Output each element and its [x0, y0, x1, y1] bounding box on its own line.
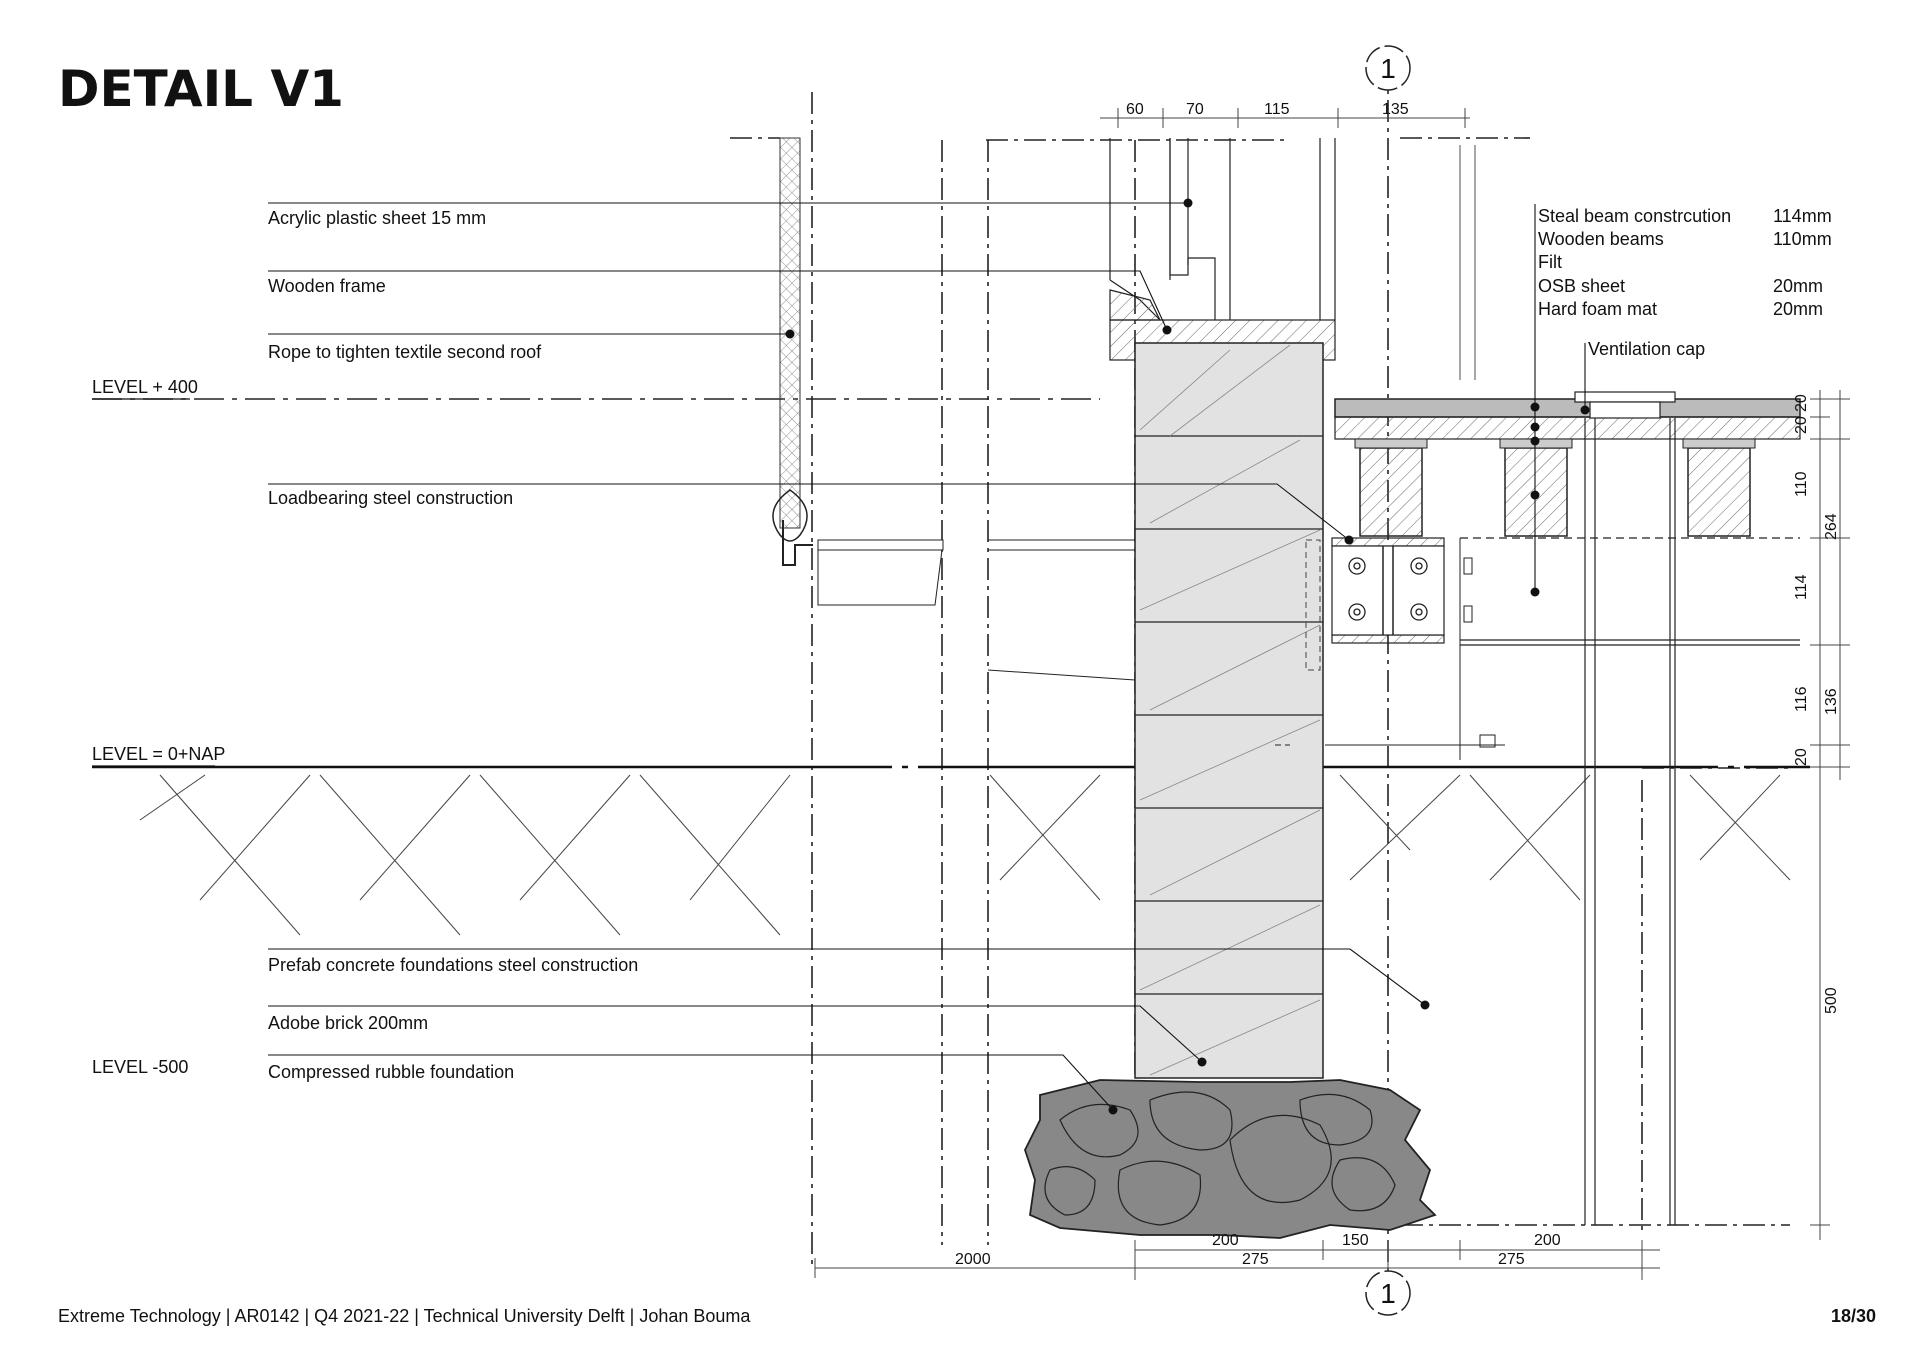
grid-marker-bottom	[1366, 1271, 1410, 1315]
label-prefab-foundations: Prefab concrete foundations steel construction	[268, 955, 639, 975]
dim-bottom1-0: 200	[1212, 1232, 1239, 1249]
window-frame	[1110, 138, 1335, 360]
level-labels	[92, 377, 225, 1077]
dim-right-7: 20	[1793, 748, 1810, 766]
label-adobe-brick: Adobe brick 200mm	[268, 1013, 429, 1033]
page-number: 18/30	[1830, 1306, 1876, 1326]
dim-right-4: 114	[1793, 574, 1810, 600]
dim-bottom1-1: 150	[1342, 1232, 1369, 1249]
dim-right-8: 500	[1823, 987, 1840, 1014]
dim-bottom1-2: 200	[1534, 1232, 1561, 1249]
dim-right-5: 116	[1793, 686, 1810, 712]
dim-right-2: 110	[1793, 471, 1810, 497]
label-wooden-frame: Wooden frame	[268, 276, 386, 296]
grid-marker-top-label: 1	[1380, 53, 1396, 84]
dim-top-2: 115	[1264, 101, 1290, 118]
label-rubble-foundation: Compressed rubble foundation	[268, 1062, 515, 1082]
footer-credits: Extreme Technology | AR0142 | Q4 2021-22 | Technical University Delft | Johan Bouma	[58, 1306, 751, 1326]
dim-top-3: 135	[1382, 101, 1409, 118]
buildup-value-4: 20mm	[1773, 299, 1824, 319]
buildup-name-4: Hard foam mat	[1538, 299, 1658, 319]
dim-top-0: 60	[1126, 101, 1144, 118]
floor-buildup-labels	[1538, 206, 1832, 359]
ventilation-cap-label: Ventilation cap	[1588, 339, 1706, 359]
buildup-value-1: 110mm	[1773, 229, 1832, 249]
level-bottom-label: LEVEL -500	[92, 1057, 189, 1077]
label-loadbearing-steel: Loadbearing steel construction	[268, 488, 514, 508]
dim-right-0: 20	[1793, 394, 1810, 412]
dim-right-3: 264	[1823, 513, 1840, 540]
dim-bottom2-2: 275	[1498, 1251, 1525, 1268]
steel-i-beam	[1332, 538, 1472, 643]
label-acrylic-sheet: Acrylic plastic sheet 15 mm	[268, 208, 487, 228]
grid-marker-top	[1366, 46, 1410, 90]
dim-right-1: 20	[1793, 416, 1810, 434]
rubble-foundation	[1025, 1080, 1435, 1238]
textile-pole	[773, 138, 1135, 680]
buildup-value-3: 20mm	[1773, 276, 1824, 296]
dim-right-6: 136	[1823, 688, 1840, 715]
grid-marker-bottom-label: 1	[1380, 1278, 1396, 1309]
ground-hatch	[140, 775, 1790, 935]
level-top-label: LEVEL + 400	[92, 377, 198, 397]
buildup-name-0: Steal beam constrcution	[1538, 206, 1732, 226]
dim-bottom2-1: 275	[1242, 1251, 1269, 1268]
buildup-name-3: OSB sheet	[1538, 276, 1626, 296]
buildup-name-1: Wooden beams	[1538, 229, 1664, 249]
left-labels	[268, 208, 638, 1082]
label-rope: Rope to tighten textile second roof	[268, 342, 542, 362]
level-ground-label: LEVEL = 0+NAP	[92, 744, 226, 764]
page-title: DETAIL V1	[58, 60, 344, 118]
dim-bottom2-0: 2000	[955, 1251, 991, 1268]
dim-top-1: 70	[1186, 101, 1204, 118]
adobe-wall	[1135, 343, 1323, 1078]
buildup-name-2: Filt	[1538, 252, 1562, 272]
buildup-value-0: 114mm	[1773, 206, 1832, 226]
